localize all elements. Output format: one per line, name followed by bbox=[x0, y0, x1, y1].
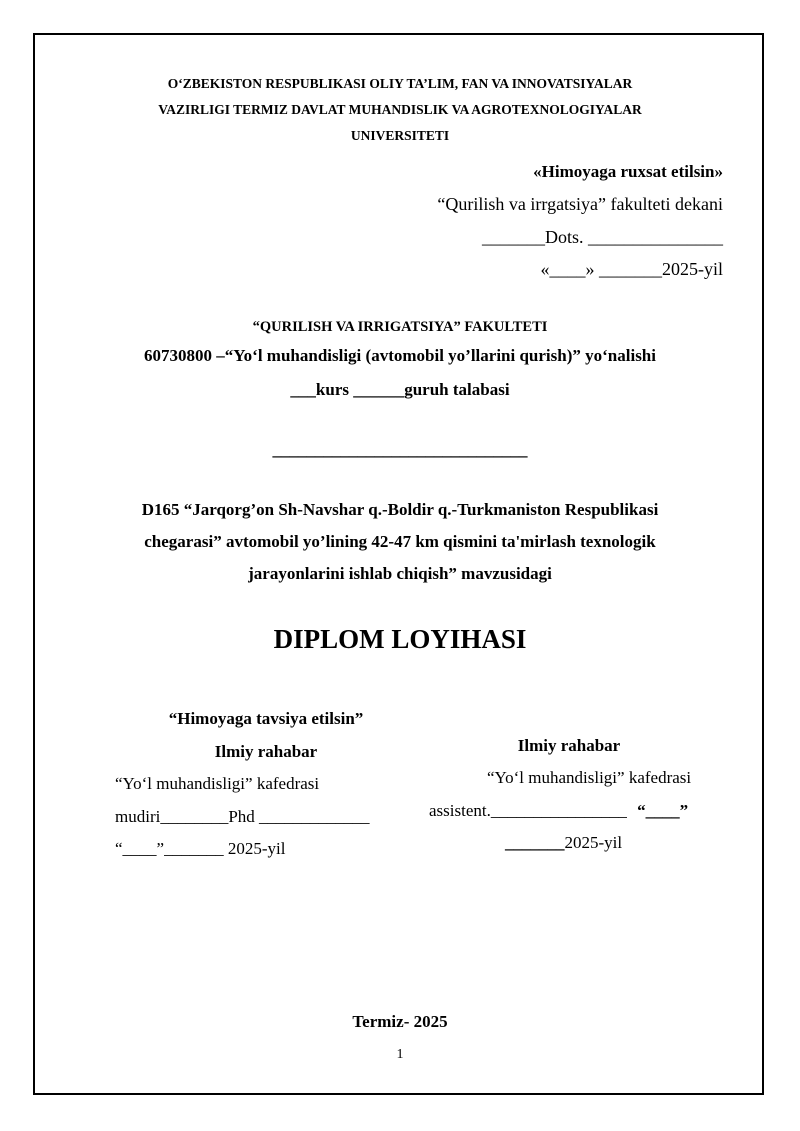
right-sign-department: “Yo‘l muhandisligi” kafedrasi bbox=[487, 768, 692, 787]
student-name-line: ______________________________ bbox=[272, 440, 528, 459]
topic-line-1: D165 “Jarqorg’on Sh-Navshar q.-Boldir q.-Turkmaniston Respublikasi bbox=[141, 500, 659, 519]
approval-position: “Qurilish va irrgatsiya” fakulteti dekani bbox=[437, 194, 723, 214]
faculty-direction: 60730800 –“Yo‘l muhandisligi (avtomobil yo’llarini qurish)” yo‘nalishi bbox=[144, 346, 656, 365]
document-title: DIPLOM LOYIHASI bbox=[273, 624, 527, 654]
right-sign-assistant bbox=[429, 801, 688, 821]
right-sign-quote: “____” bbox=[637, 801, 689, 820]
left-sign-role: Ilmiy rahabar bbox=[214, 742, 318, 761]
left-sign-date: “____”_______ 2025-yil bbox=[115, 839, 286, 858]
right-sign-date-blank: _______ bbox=[505, 833, 565, 852]
faculty-name: “QURILISH VA IRRIGATSIYA” FAKULTETI bbox=[252, 319, 548, 335]
left-sign-head: mudiri________Phd _____________ bbox=[115, 807, 370, 826]
topic-line-3: jarayonlarini ishlab chiqish” mavzusidagi bbox=[248, 564, 552, 583]
approval-signature: _______Dots. _______________ bbox=[481, 227, 723, 247]
right-sign-role: Ilmiy rahabar bbox=[517, 736, 621, 755]
left-sign-department: “Yo‘l muhandisligi” kafedrasi bbox=[115, 774, 320, 793]
right-sign-date-year: 2025-yil bbox=[564, 833, 623, 852]
right-sign-assistant-line: assistent.________________ bbox=[429, 801, 627, 820]
footer-city-year: Termiz- 2025 bbox=[352, 1012, 448, 1031]
university-line-3: UNIVERSITETI bbox=[350, 128, 450, 143]
university-line-1: O‘ZBEKISTON RESPUBLIKASI OLIY TA’LIM, FAN VA INNOVATSIYALAR bbox=[167, 76, 633, 91]
left-sign-heading: “Himoyaga tavsiya etilsin” bbox=[168, 709, 364, 728]
right-sign-date bbox=[505, 833, 622, 853]
topic-line-2: chegarasi” avtomobil yo’lining 42-47 km qismini ta'mirlash texnologik bbox=[144, 532, 656, 551]
page-number: 1 bbox=[396, 1047, 404, 1062]
approval-date: «____» _______2025-yil bbox=[540, 259, 723, 279]
approval-heading: «Himoyaga ruxsat etilsin» bbox=[533, 162, 723, 181]
university-line-2: VAZIRLIGI TERMIZ DAVLAT MUHANDISLIK VA AGROTEXNOLOGIYALAR bbox=[158, 102, 642, 117]
student-course-group: ___kurs ______guruh talabasi bbox=[290, 380, 510, 399]
